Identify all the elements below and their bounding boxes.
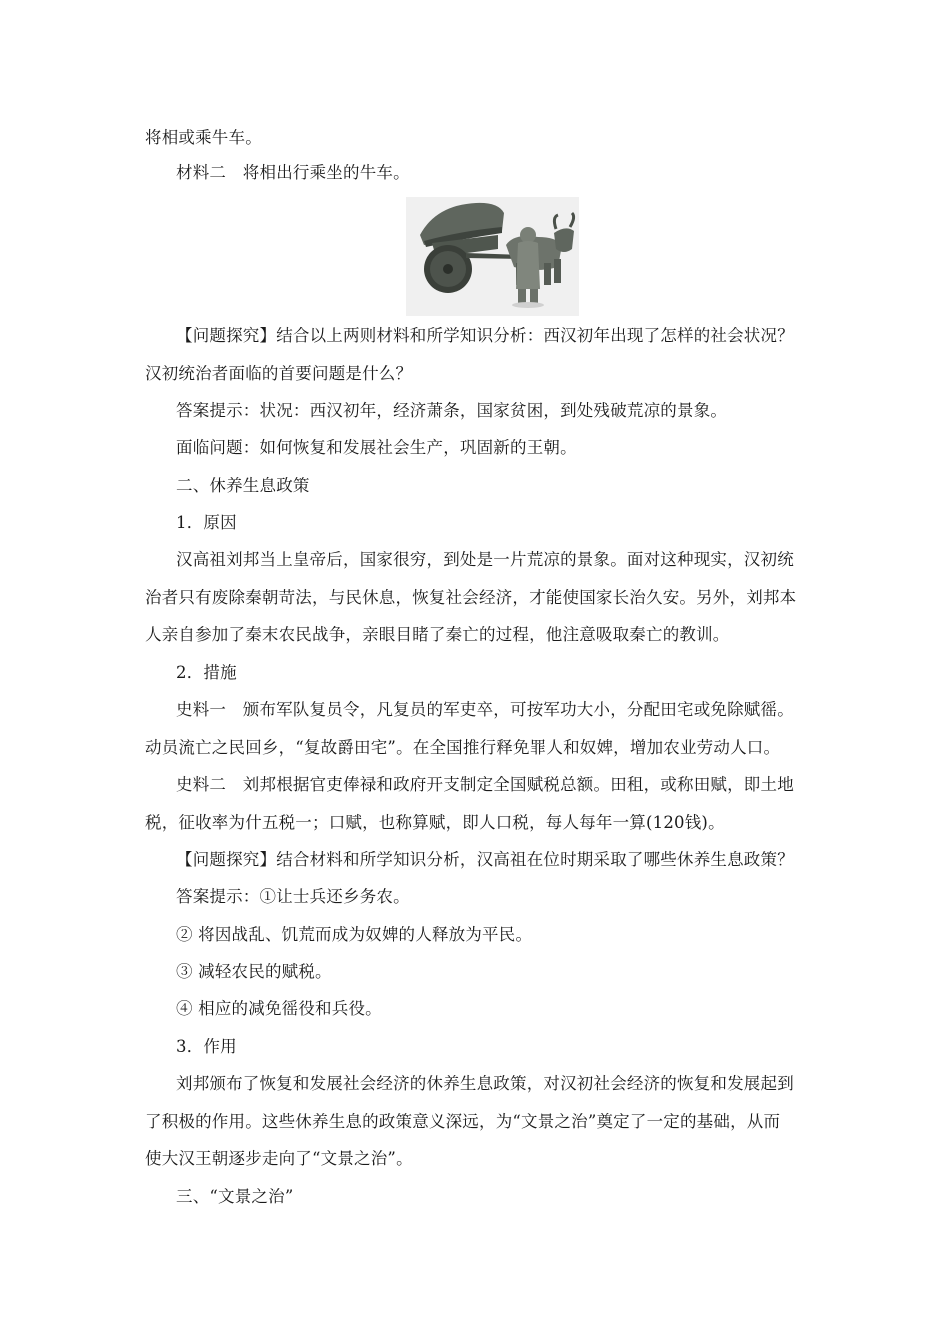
text-line: 史料二 刘邦根据官吏俸禄和政府开支制定全国赋税总额。田租，或称田赋，即土地	[176, 775, 794, 794]
text-line: 汉高祖刘邦当上皇帝后，国家很穷，到处是一片荒凉的景象。面对这种现实，汉初统	[176, 550, 794, 569]
text-line: 了积极的作用。这些休养生息的政策意义深远，为“文景之治”奠定了一定的基础，从而	[145, 1112, 781, 1131]
text-line: 税，征收率为什五税一；口赋，也称算赋，即人口税，每人每年一算(120钱)。	[145, 813, 725, 832]
list-item: ④ 相应的减免徭役和兵役。	[176, 999, 382, 1018]
text-line: 将相或乘牛车。	[145, 128, 262, 147]
list-item: ③ 减轻农民的赋税。	[176, 962, 332, 981]
material-two-caption: 材料二 将相出行乘坐的牛车。	[176, 163, 410, 182]
section-heading: 三、“文景之治”	[176, 1187, 294, 1206]
ox-cart-image	[406, 197, 579, 316]
text-line: 汉初统治者面临的首要问题是什么？	[145, 364, 413, 383]
question-heading: 【问题探究】结合以上两则材料和所学知识分析：西汉初年出现了怎样的社会状况？	[176, 326, 794, 345]
subsection-heading: 1．原因	[176, 513, 237, 532]
text-line: 动员流亡之民回乡，“复故爵田宅”。在全国推行释免罪人和奴婢，增加农业劳动人口。	[145, 738, 781, 757]
text-line: 使大汉王朝逐步走向了“文景之治”。	[145, 1149, 413, 1168]
answer-hint: 答案提示：①让士兵还乡务农。	[176, 887, 410, 906]
question-heading: 【问题探究】结合材料和所学知识分析，汉高祖在位时期采取了哪些休养生息政策？	[176, 850, 794, 869]
subsection-heading: 3．作用	[176, 1037, 237, 1056]
list-item: ② 将因战乱、饥荒而成为奴婢的人释放为平民。	[176, 925, 533, 944]
subsection-heading: 2．措施	[176, 663, 237, 682]
text-line: 人亲自参加了秦末农民战争，亲眼目睹了秦亡的过程，他注意吸取秦亡的教训。	[145, 625, 730, 644]
text-line: 治者只有废除秦朝苛法，与民休息，恢复社会经济，才能使国家长治久安。另外，刘邦本	[145, 588, 797, 607]
ox-cart-figure	[406, 197, 579, 316]
text-line: 刘邦颁布了恢复和发展社会经济的休养生息政策，对汉初社会经济的恢复和发展起到	[176, 1074, 794, 1093]
section-heading: 二、休养生息政策	[176, 476, 310, 495]
text-line: 面临问题：如何恢复和发展社会生产，巩固新的王朝。	[176, 438, 577, 457]
text-line: 史料一 颁布军队复员令，凡复员的军吏卒，可按军功大小，分配田宅或免除赋徭。	[176, 700, 794, 719]
answer-hint: 答案提示：状况：西汉初年，经济萧条，国家贫困，到处残破荒凉的景象。	[176, 401, 728, 420]
